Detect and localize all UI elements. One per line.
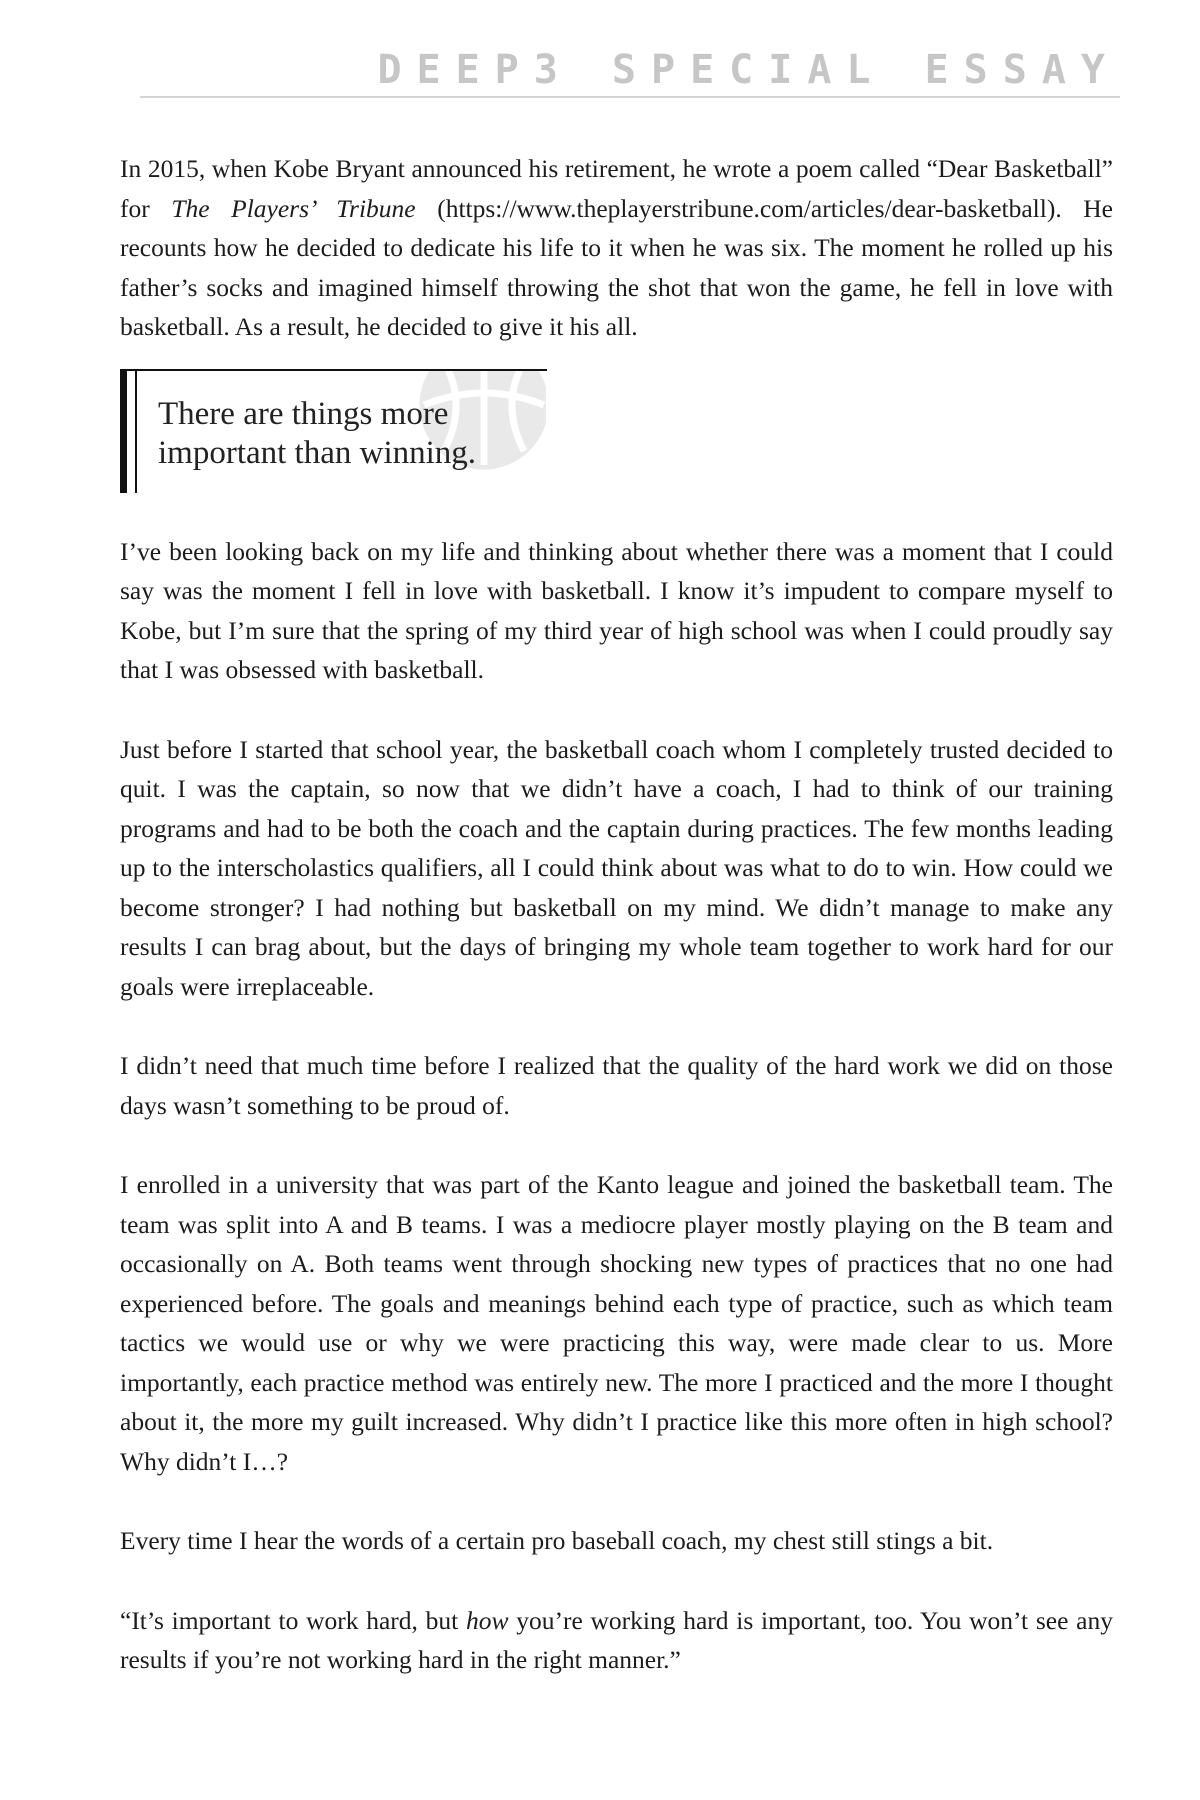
paragraph: Every time I hear the words of a certain pro baseball coach, my chest still stings a bit. [120,1526,994,1555]
paragraph-text: “It’s important to work hard, but [120,1605,466,1635]
paragraph-text: (https://www.theplayerstribune.com/articles/dear-basketball). He recounts how he decided to dedicate his life to it when he was six. The moment he rolled up his father’s socks and imagined himself throwing the shot that won the game, he fell in love with basketball. As a result, he decided to give it his all. [120,193,1114,341]
pull-quote-bar-thin [135,369,137,493]
pull-quote-text [158,395,476,473]
publication-title: The Players’ Tribune [171,193,416,223]
essay-body [120,149,1113,1720]
paragraph-quote [120,1601,1113,1680]
pull-quote-bar [120,369,127,493]
paragraph: Just before I started that school year, the basketball coach whom I completely trusted decided to quit. I was the captain, so now that we didn’t have a coach, I had to think of our training programs and had to be both the coach and the captain during practices. The few months leading up to the interscholastics qualifiers, all I could think about was what to do to win. How could we become stronger? I had nothing but basketball on my mind. We didn’t manage to make any results I can brag about, but the days of bringing my whole team together to work hard for our goals were irreplaceable. [120,734,1113,1001]
pull-quote [120,369,1113,494]
header-divider [140,96,1120,98]
paragraph: I’ve been looking back on my life and thinking about whether there was a moment that I could say was the moment I fell in love with basketball. I know it’s impudent to compare myself to Kobe, but I’m sure that the spring of my third year of high school was when I could proudly say that I was obsessed with basketball. [120,536,1113,684]
paragraph: I didn’t need that much time before I realized that the quality of the hard work we did on those days wasn’t something to be proud of. [120,1051,1113,1120]
paragraph-text: In 2015, when Kobe Bryant announced his retirement, he wrote a poem called “Dear Basketball” for [120,154,1113,223]
pull-quote-line: There are things more [158,395,449,432]
paragraph: I enrolled in a university that was part of the Kanto league and joined the basketball team. The team was split into A and B teams. I was a mediocre player mostly playing on the B team and occasionally on A. Both teams went through shocking new types of practices that no one had experienced before. The goals and meanings behind each type of practice, such as which team tactics we would use or why we were practicing this way, were made clear to us. More importantly, each practice method was entirely new. The more I practiced and the more I thought about it, the more my guilt increased. Why didn’t I practice like this more often in high school? Why didn’t I…? [120,1170,1113,1476]
paragraph-text: you’re working hard is important, too. You won’t see any results if you’re not working hard in the right manner.” [120,1605,1113,1674]
paragraph-intro [120,149,1113,347]
pull-quote-line: important than winning. [158,434,477,471]
section-header: DEEP3 SPECIAL ESSAY [377,47,1120,93]
emphasis-text: how [465,1605,509,1635]
